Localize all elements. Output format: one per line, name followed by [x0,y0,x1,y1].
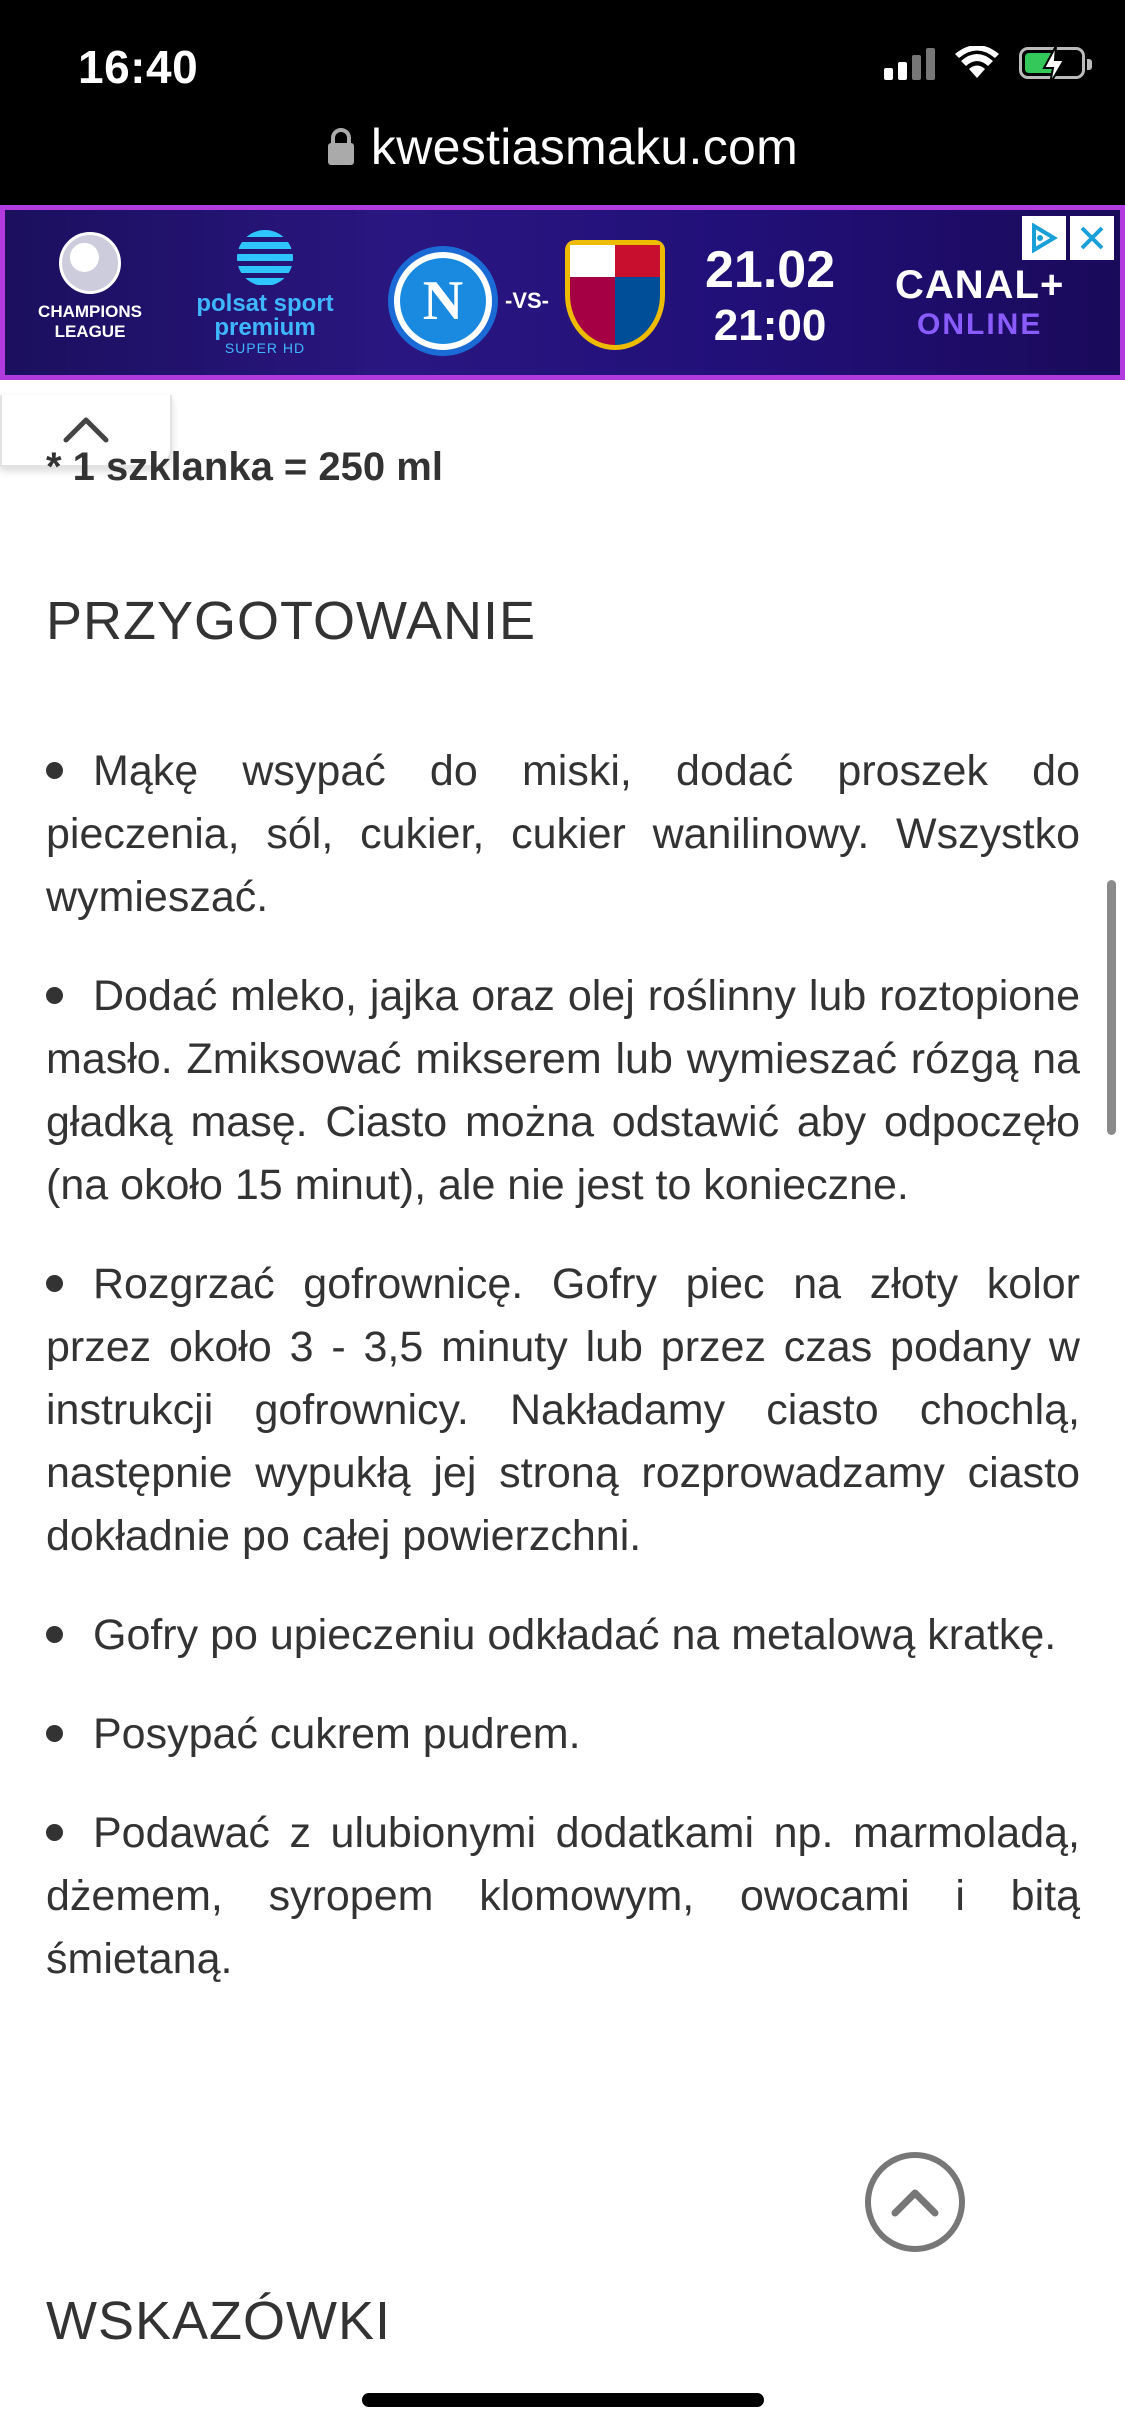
champions-league-logo: CHAMPIONS LEAGUE [35,232,145,342]
url-text: kwestiasmaku.com [370,119,799,175]
address-bar[interactable] [0,118,1125,176]
preparation-steps [46,740,1080,2027]
bullet-icon [46,762,63,779]
chevron-up-icon [890,2187,940,2217]
scrollbar[interactable] [1107,880,1116,1135]
status-icons [884,46,1085,80]
scroll-to-top-button[interactable] [865,2152,965,2252]
measure-note: * 1 szklanka = 250 ml [46,445,443,489]
list-item: Mąkę wsypać do miski, dodać proszek do pieczenia, sól, cukier, cukier wanilinowy. Wszystko wymieszać. [46,747,1080,921]
signal-icon [884,46,935,80]
bullet-icon [46,1725,63,1742]
ad-banner[interactable] [0,205,1125,380]
list-item: Gofry po upieczeniu odkładać na metalową kratkę. [46,1604,1080,1667]
bullet-icon [46,987,63,1004]
tips-heading: WSKAZÓWKI [46,2291,391,2351]
match-date: 21.02 21:00 [705,241,836,350]
bullet-icon [46,1275,63,1292]
wifi-icon [955,46,999,80]
napoli-badge: N [388,246,498,356]
battery-charging-icon [1019,47,1085,79]
list-item: Rozgrzać gofrownicę. Gofry piec na złoty kolor przez około 3 - 3,5 minuty lub przez czas podany w instrukcji gofrownicy. Nakładamy ciasto chochlą, następnie wypukłą jej stroną rozprowadzamy ciasto dokładnie po całej powierzchni. [46,1260,1080,1560]
adchoices-icon[interactable] [1022,216,1066,260]
status-time: 16:40 [78,41,199,93]
barcelona-badge [565,240,665,350]
list-item: Podawać z ulubionymi dodatkami np. marmoladą, dżemem, syropem klomowym, owocami i bitą śmietaną. [46,1809,1080,1983]
chevron-up-icon [62,416,110,444]
versus-text: -VS- [505,288,549,313]
ad-controls [1022,216,1114,260]
preparation-heading: PRZYGOTOWANIE [46,591,537,651]
bullet-icon [46,1824,63,1841]
home-indicator[interactable] [362,2393,764,2407]
ad-close-icon[interactable] [1070,216,1114,260]
canal-logo: CANAL+ ONLINE [895,263,1065,341]
polsat-logo: polsat sport premium SUPER HD [185,230,345,356]
list-item: Dodać mleko, jajka oraz olej roślinny lub roztopione masło. Zmiksować mikserem lub wymieszać rózgą na gładką masę. Ciasto można odstawić aby odpoczęło (na około 15 minut), ale nie jest to konieczne. [46,972,1080,1209]
list-item: Posypać cukrem pudrem. [46,1703,1080,1766]
lock-icon [327,128,355,166]
bullet-icon [46,1626,63,1643]
